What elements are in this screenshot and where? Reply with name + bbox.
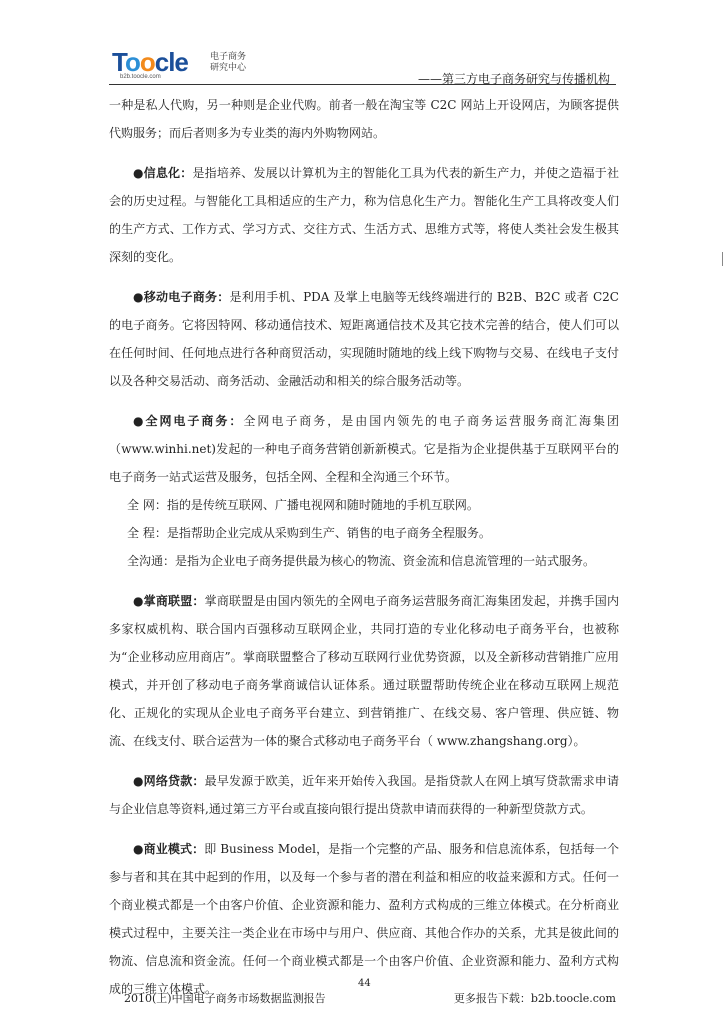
term-business-model: ●商业模式：	[133, 842, 205, 856]
term-omni-ecommerce: ●全网电子商务：	[133, 414, 244, 428]
paragraph-online-lending: ●网络贷款：最早发源于欧美，近年来开始传入我国。是指贷款人在网上填写贷款需求申请与企业信息等资料,通过第三方平台或直接向银行提出贷款申请而获得的一种新型贷款方式。	[109, 774, 619, 816]
paragraph-informatization: ●信息化：是指培养、发展以计算机为主的智能化工具为代表的新生产力，并使之造福于社会的历史过程。与智能化工具相适应的生产力，称为信息化生产力。智能化生产工具将改变人们的生产方式、工作方式、学习方式、交往方式、生活方式、思维方式等，将使人类社会发生极其深刻的变化。	[109, 166, 619, 264]
footer-report-title: 2010(上)中国电子商务市场数据监测报告	[124, 992, 326, 1005]
omni-communication-line: 全沟通：是指为企业电子商务提供最为核心的物流、资金流和信息流管理的一站式服务。	[127, 554, 596, 568]
logo-chinese-name: 电子商务 研究中心	[210, 52, 247, 73]
header-organization: ——第三方电子商务研究与传播机构	[417, 72, 610, 86]
header-divider	[109, 84, 616, 85]
term-mobile-ecommerce: ●移动电子商务：	[133, 290, 230, 304]
paragraph-proxy-purchase: 一种是私人代购，另一种则是企业代购。前者一般在淘宝等 C2C 网站上开设网店，为顾客提供代购服务；而后者则多为专业类的海内外购物网站。	[109, 98, 619, 140]
page-number: 44	[358, 978, 371, 989]
omni-network-line: 全 网：指的是传统互联网、广播电视网和随时随地的手机互联网。	[127, 498, 479, 512]
margin-mark	[722, 252, 727, 266]
document-body	[109, 91, 619, 1003]
footer-download-link[interactable]: 更多报告下载：b2b.toocle.com	[453, 992, 616, 1005]
logo-wordmark: Toocle	[112, 47, 188, 77]
term-informatization: ●信息化：	[133, 166, 193, 180]
logo-url: b2b.toocle.com	[120, 74, 161, 80]
paragraph-zhangshang-alliance: ●掌商联盟：掌商联盟是由国内领先的全网电子商务运营服务商汇海集团发起，并携手国内多家权威机构、联合国内百强移动互联网企业，共同打造的专业化移动电子商务平台，也被称为“企业移动应用商店”。掌商联盟整合了移动互联网行业优势资源，以及全新移动营销推广应用模式，并开创了移动电子商务掌商诚信认证体系。通过联盟帮助传统企业在移动互联网上规范化、正规化的实现从企业电子商务平台建立、到营销推广、在线交易、客户管理、供应链、物流、在线支付、联合运营为一体的聚合式移动电子商务平台（ www.zhangshang.org）。	[109, 594, 619, 748]
paragraph-omni-ecommerce: ●全网电子商务：全网电子商务，是由国内领先的电子商务运营服务商汇海集团（www.winhi.net)发起的一种电子商务营销创新新模式。它是指为企业提供基于互联网平台的电子商务一站式运营及服务，包括全网、全程和全沟通三个环节。	[109, 414, 619, 484]
term-online-lending: ●网络贷款：	[133, 774, 205, 788]
omni-process-line: 全 程：是指帮助企业完成从采购到生产、销售的电子商务全程服务。	[127, 526, 491, 540]
paragraph-business-model: ●商业模式：即 Business Model，是指一个完整的产品、服务和信息流体系，包括每一个参与者和其在其中起到的作用，以及每一个参与者的潜在利益和相应的收益来源和方式。任何一个商业模式都是一个由客户价值、企业资源和能力、盈利方式构成的三维立体模式。在分析商业模式过程中，主要关注一类企业在市场中与用户、供应商、其他合作办的关系，尤其是彼此间的物流、信息流和资金流。任何一个商业模式都是一个由客户价值、企业资源和能力、盈利方式构成的三维立体模式。	[109, 842, 619, 996]
term-zhangshang-alliance: ●掌商联盟：	[133, 594, 205, 608]
paragraph-mobile-ecommerce: ●移动电子商务：是利用手机、PDA 及掌上电脑等无线终端进行的 B2B、B2C 或者 C2C 的电子商务。它将因特网、移动通信技术、短距离通信技术及其它技术完善的结合，使人们可以在任何时间、任何地点进行各种商贸活动，实现随时随地的线上线下购物与交易、在线电子支付以及各种交易活动、商务活动、金融活动和相关的综合服务活动等。	[109, 290, 619, 388]
toocle-logo	[112, 48, 252, 84]
